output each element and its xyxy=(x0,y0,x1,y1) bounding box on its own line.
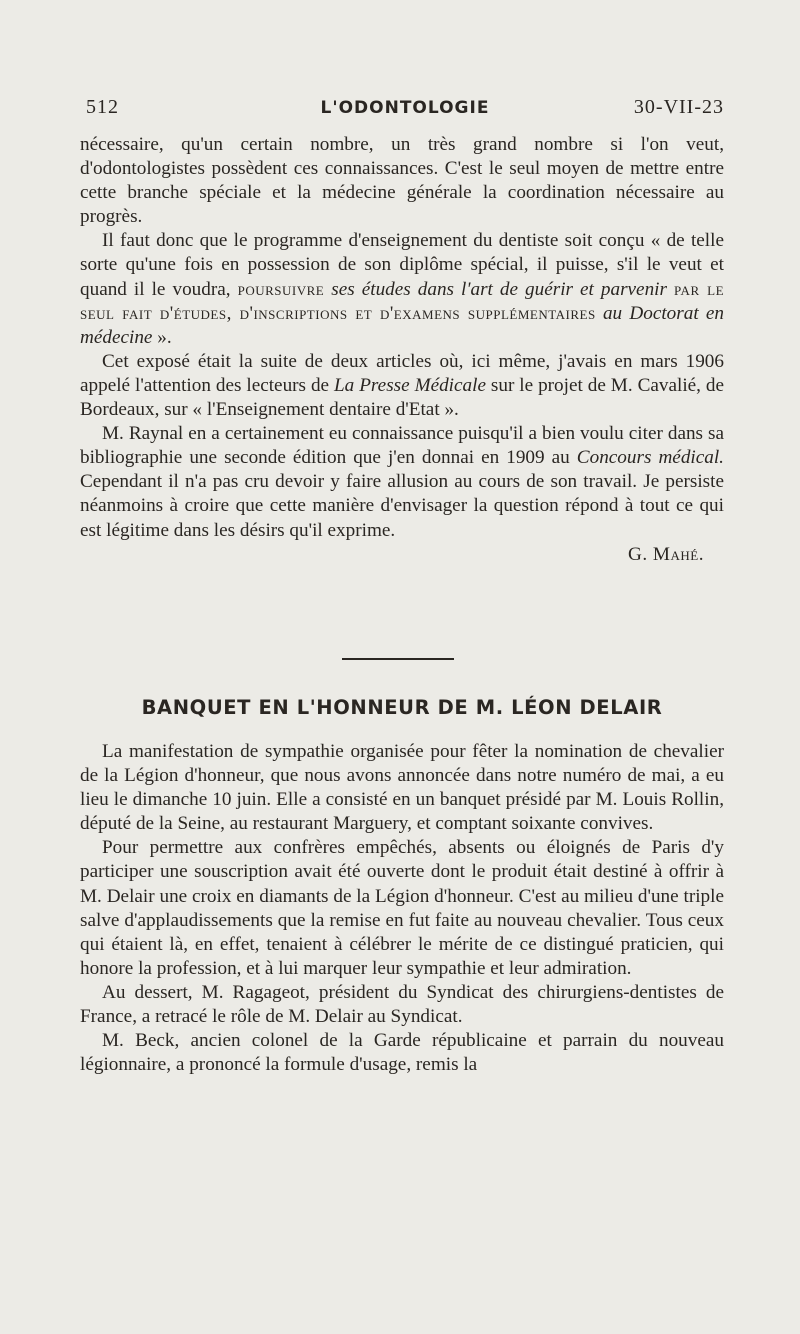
paragraph: M. Raynal en a certainement eu connaissance puisqu'il a bien voulu citer dans sa bibliographie une seconde édition que j'en donnai en 1909 au Concours médical. Cependant il n'a pas cru devoir y faire allusion au cours de son travail. Je persiste néanmoins à croire que cette manière d'envisager la question répond à tout ce qui est légitime dans les désirs qu'il exprime. xyxy=(80,423,724,541)
previous-article-continuation xyxy=(80,133,724,567)
running-header xyxy=(86,96,724,122)
journal-title: L'ODONTOLOGIE xyxy=(320,98,490,118)
issue-date: 30-VII-23 xyxy=(633,96,724,118)
paragraph: nécessaire, qu'un certain nombre, un très grand nombre si l'on veut, d'odontologistes possèdent ces connaissances. C'est le seul moyen de mettre entre cette branche spéciale et la médecine générale la coordination nécessaire au progrès. xyxy=(80,134,724,228)
paragraph: Il faut donc que le programme d'enseignement du dentiste soit conçu « de telle sorte qu'une fois en possession de son diplôme spécial, il puisse, s'il le veut et quand il le voudra, poursuivre ses études dans l'art de guérir et parvenir par le seul fait d'études, d'inscriptions et d'examens supplémentaires au Doctorat en médecine ». xyxy=(80,230,725,348)
page-number: 512 xyxy=(86,96,119,118)
section-divider xyxy=(342,658,454,660)
paragraph: Cet exposé était la suite de deux articles où, ici même, j'avais en mars 1906 appelé l'attention des lecteurs de La Presse Médicale sur le projet de M. Cavalié, de Bordeaux, sur « l'Enseignement dentaire d'Etat ». xyxy=(80,350,725,421)
article-title: BANQUET EN L'HONNEUR DE M. LÉON DELAIR xyxy=(141,696,663,719)
author-signature: G. Mahé. xyxy=(627,543,704,565)
article-body xyxy=(80,740,724,1077)
paragraph: Pour permettre aux confrères empêchés, absents ou éloignés de Paris d'y participer une souscription avait été ouverte dont le produit était destiné à offrir à M. Delair une croix en diamants de la Légion d'honneur. C'est au milieu d'une triple salve d'applaudissements que la remise en fut faite au nouveau chevalier. Tous ceux qui étaient là, en effet, tenaient à célébrer le mérite de ce distingué praticien, qui honore la profession, et à lui marquer leur sympathie et leur admiration. xyxy=(80,837,724,979)
paragraph: M. Beck, ancien colonel de la Garde républicaine et parrain du nouveau légionnaire, a prononcé la formule d'usage, remis la xyxy=(80,1030,724,1076)
paragraph: La manifestation de sympathie organisée pour fêter la nomination de chevalier de la Légion d'honneur, que nous avons annoncée dans notre numéro de mai, a eu lieu le dimanche 10 juin. Elle a consisté en un banquet présidé par M. Louis Rollin, député de la Seine, au restaurant Marguery, et comptant soixante convives. xyxy=(80,741,724,835)
paragraph: Au dessert, M. Ragageot, président du Syndicat des chirurgiens-dentistes de France, a retracé le rôle de M. Delair au Syndicat. xyxy=(80,981,724,1028)
